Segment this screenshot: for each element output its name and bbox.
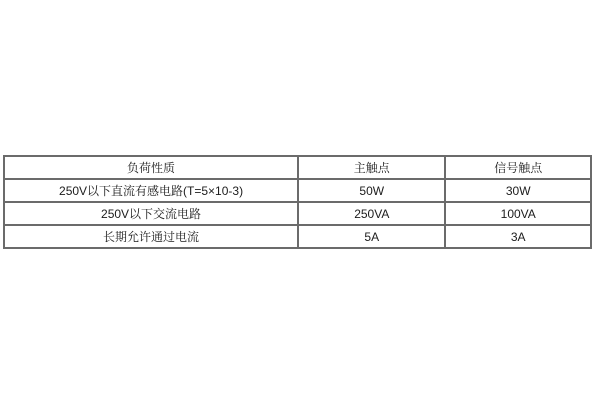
table-cell-row2-load: 250V以下交流电路 [4, 202, 298, 225]
table-row [4, 202, 591, 225]
header-cell-signal-contact: 信号触点 [445, 156, 591, 179]
table-cell-row3-load: 长期允许通过电流 [4, 225, 298, 248]
spec-table [3, 155, 592, 249]
table-header-row [4, 156, 591, 179]
contact-load-spec-table [3, 155, 592, 249]
table-cell-row2-main: 250VA [298, 202, 445, 225]
header-cell-main-contact: 主触点 [298, 156, 445, 179]
table-cell-row1-load: 250V以下直流有感电路(T=5×10-3) [4, 179, 298, 202]
table-cell-row1-main: 50W [298, 179, 445, 202]
table-cell-row3-signal: 3A [445, 225, 591, 248]
table-cell-row1-signal: 30W [445, 179, 591, 202]
table-row [4, 225, 591, 248]
table-cell-row3-main: 5A [298, 225, 445, 248]
table-row [4, 179, 591, 202]
header-cell-load-nature: 负荷性质 [4, 156, 298, 179]
table-cell-row2-signal: 100VA [445, 202, 591, 225]
